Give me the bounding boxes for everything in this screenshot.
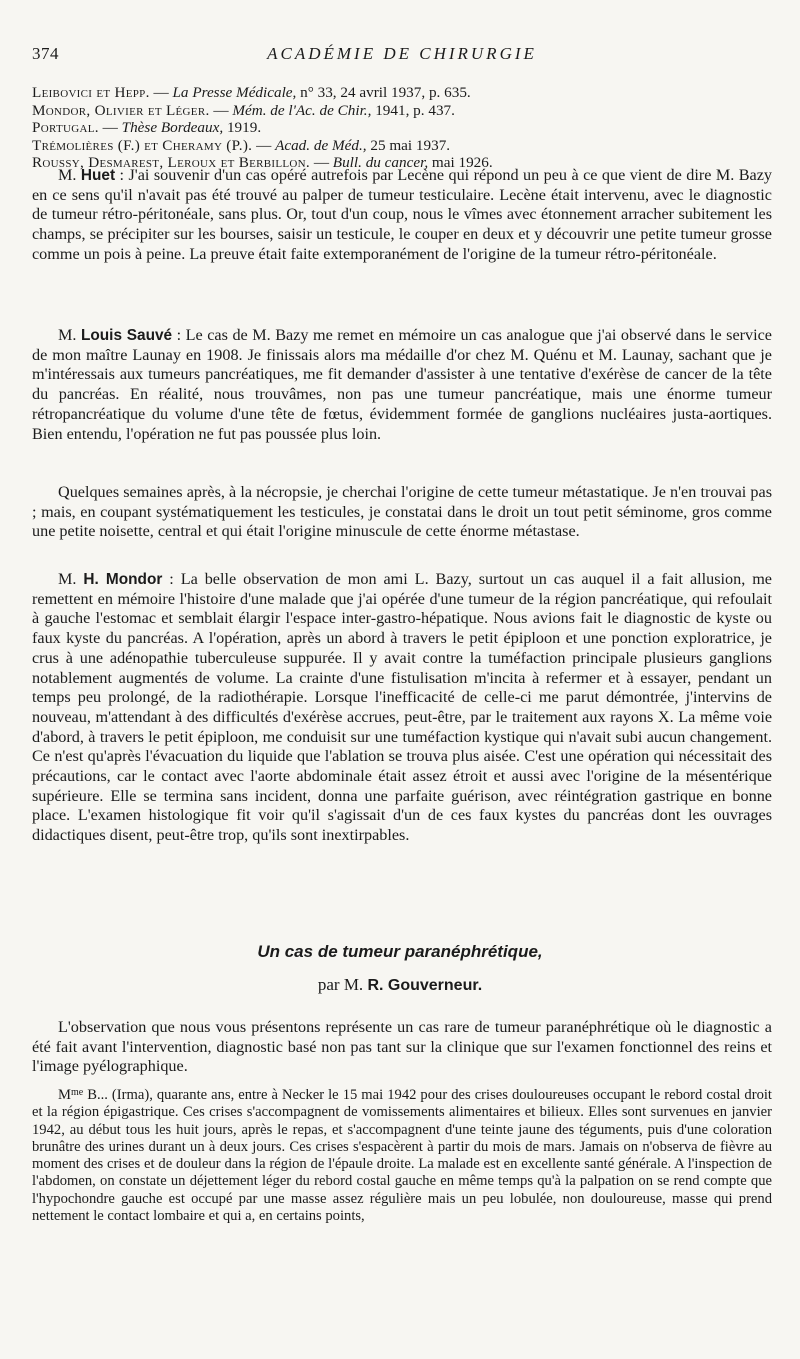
speaker-name: Huet (80, 167, 116, 184)
intervention-sauve: M. Louis Sauvé : Le cas de M. Bazy me remet en mémoire un cas analogue que j'ai observé dans le service de mon maître Launay en 1908. Je finissais alors ma médaille d'or chez M. Quénu et M. Launay, sachant que je m'intéressais aux tumeurs pancréatiques, me fit demander d'assister à une tentative d'exérèse de cancer de la tête du pancréas. En réalité, nous trouvâmes, non pas une tumeur pancréatique, mais une énorme tumeur rétropancréatique du volume d'une tête de fœtus, évidemment formée de ganglions nucléaires justa-aortiques. Bien entendu, l'opération ne fut pas poussée plus loin. (32, 326, 772, 443)
page-number: 374 (32, 44, 59, 63)
intervention-mondor: M. H. Mondor : La belle observation de mon ami L. Bazy, surtout un cas auquel il a fait allusion, me remettent en mémoire l'histoire d'une malade que j'ai opérée d'une tumeur de la région pancréatique, qui refoulait à gauche l'estomac et semblait élargir l'espace inter-gastro-hépatique. Nous avions fait le diagnostic de kyste ou faux kyste du pancréas. A l'opération, après un abord à travers le petit épiploon et une ponction exploratrice, je crus à une adénopathie tuberculeuse suppurée. Il y avait contre la tuméfaction principale plusieurs ganglions notablement augmentés de volume. La crainte d'une fistulisation m'incita à refermer et à essayer, pendant un temps peu prolongé, de la radiothérapie. Lorsque l'inefficacité de celle-ci me parut démontrée, j'intervins de nouveau, m'attendant à des difficultés d'exérèse accrues, peut-être, par le traitement aux rayons X. La même voie d'abord, à travers le petit épiploon, me conduisit sur une tuméfaction kystique qui n'avait subi aucun changement. Ce n'est qu'après l'évacuation du liquide que l'ablation se trouva plus aisée. C'est une opération qui nécessitait des précautions, car le contact avec l'aorte abdominale était assez étroit et aussi avec l'origine de la mésentérique supérieure. Elle se termina sans incident, donna une parfaite guérison, avec réintégration gastrique en bonne place. L'examen histologique fit voir qu'il s'agissait d'un de ces faux kystes du pancréas dont les ouvrages didactiques disent, peut-être trop, qu'ils sont inextirpables. (32, 570, 772, 845)
reference-item: Roussy, Desmarest, Leroux et Berbillon. — Bull. du cancer, mai 1926. (32, 154, 493, 171)
case-observation: $M^{me}$ B... (Irma), quarante ans, entre à Necker le 15 mai 1942 pour des crises douloureuses occupant le rebord costal droit et la région épigastrique. Ces crises s'accompagnent de vomissements alimentaires et bilieux. Elles sont survenues en janvier 1942, au début tous les huit jours, après le repas, et s'accompagnent d'une teinte jaune des téguments, puis d'une coloration brunâtre des urines durant un à deux jours. Ces crises s'espacèrent à partir du mois de mars. Jamais on n'observa de fièvre au moment des crises et de douleur dans la région de l'épaule droite. La malade est en excellente santé générale. A l'inspection de l'abdomen, on constate un déjettement léger du rebord costal gauche en même temps qu'à la palpation on se rend compte que l'hypochondre gauche est occupé par une masse assez régulière mais un peu lobulée, non douloureuse, masse qui prend nettement le contact lombaire et qui a, en certains points, (32, 1087, 772, 1225)
section-title: Un cas de tumeur paranéphrétique, (257, 942, 543, 961)
reference-list (32, 84, 772, 172)
speaker-name: H. Mondor (83, 571, 163, 588)
section-byline: par M. R. Gouverneur. (317, 975, 483, 994)
reference-item: Mondor, Olivier et Léger. — Mém. de l'Ac. de Chir., 1941, p. 437. (32, 101, 455, 119)
reference-item: Trémolières (F.) et Cheramy (P.). — Acad. de Méd., 25 mai 1937. (32, 136, 451, 154)
author-name: R. Gouverneur. (367, 977, 483, 994)
page-header (32, 44, 772, 68)
section-intro: L'observation que nous vous présentons représente un cas rare de tumeur paranéphrétique où le diagnostic a été fait avant l'intervention, diagnostic basé non pas tant sur la clinique que sur l'examen fonctionnel des reins et l'image pyélographique. (32, 1018, 772, 1076)
speaker-name: Louis Sauvé (80, 327, 173, 344)
running-title: ACADÉMIE DE CHIRURGIE (267, 44, 537, 63)
intervention-huet: M. Huet : J'ai souvenir d'un cas opéré autrefois par Lecène qui répond un peu à ce que vient de dire M. Bazy en ce sens qu'il n'avait pas été trouvé au palper de tumeur testiculaire. Lecène était intervenu, avec le diagnostic de tumeur rétro-péritonéale, sans plus. Or, tout d'un coup, nous le vîmes avec étonnement arracher subitement les champs, se précipiter sur les bourses, saisir un testicule, le couper en deux et y découvrir une petite tumeur grosse comme un pois à peine. La preuve était faite extemporanément de l'origine de la tumeur rétro-péritonéale. (32, 166, 772, 263)
reference-item: Portugal. — Thèse Bordeaux, 1919. (32, 119, 262, 136)
reference-item: Leibovici et Hepp. — La Presse Médicale, n° 33, 24 avril 1937, p. 635. (32, 84, 471, 101)
intervention-sauve-continued: Quelques semaines après, à la nécropsie, je cherchai l'origine de cette tumeur métastatique. Je n'en trouvai pas ; mais, en coupant systématiquement les testicules, je constatai dans le droit un tout petit séminome, gros comme une petite noisette, central et qui était l'origine minuscule de cette énorme métastase. (32, 483, 772, 541)
